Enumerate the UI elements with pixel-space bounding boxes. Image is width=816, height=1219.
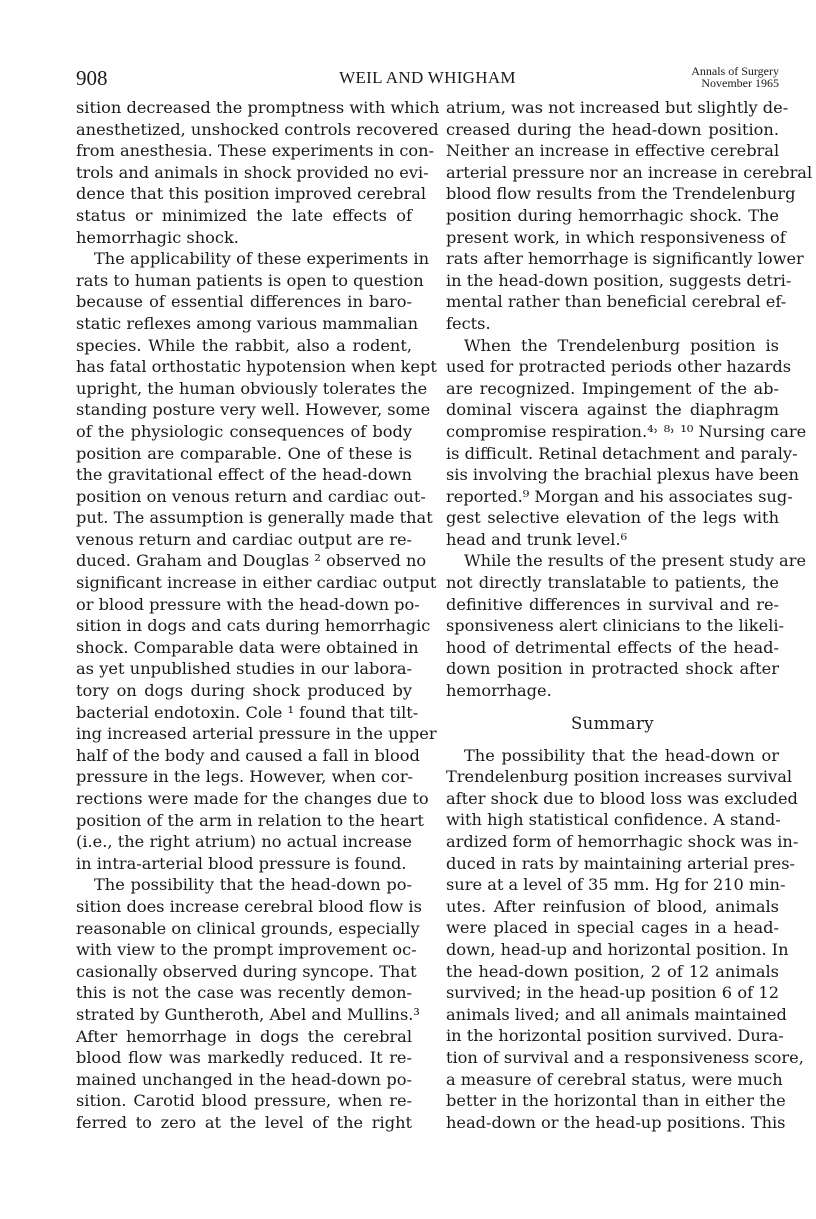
text-line: from anesthesia. These experiments in con- <box>76 141 435 161</box>
text-line: ing increased arterial pressure in the upper <box>76 724 437 744</box>
text-line: definitive differences in survival and re- <box>446 594 779 614</box>
text-line: gest selective elevation of the legs with <box>446 508 779 528</box>
text-line: or blood pressure with the head-down po- <box>76 594 420 614</box>
text-line: hemorrhagic shock. <box>76 227 239 247</box>
text-line: The possibility that the head-down or <box>464 745 779 765</box>
text-line: anesthetized, unshocked controls recovered <box>76 119 439 139</box>
text-line: has fatal orthostatic hypotension when kept <box>76 357 437 377</box>
text-line: position during hemorrhagic shock. The <box>446 205 779 225</box>
paragraph <box>446 97 813 335</box>
text-line: mental rather than beneficial cerebral ef- <box>446 292 787 312</box>
text-line: with view to the prompt improvement oc- <box>76 940 417 960</box>
running-head-authors: WEIL AND WHIGHAM <box>339 68 516 87</box>
text-line: hood of detrimental effects of the head- <box>446 637 779 657</box>
text-line: the gravitational effect of the head-down <box>76 465 412 485</box>
journal-citation <box>691 65 779 89</box>
text-line: standing posture very well. However, some <box>76 400 431 420</box>
text-line: rats after hemorrhage is significantly lower <box>446 249 804 269</box>
text-line: duced in rats by maintaining arterial pres- <box>446 853 795 873</box>
text-line: the head-down position, 2 of 12 animals <box>446 961 779 981</box>
text-line: head-down or the head-up positions. This <box>446 1112 786 1132</box>
text-line: in intra-arterial blood pressure is found. <box>76 853 407 873</box>
text-line: strated by Guntheroth, Abel and Mullins.³ <box>76 1004 420 1024</box>
text-line: tory on dogs during shock produced by <box>76 681 412 701</box>
text-line: down, head-up and horizontal position. In <box>446 939 789 959</box>
text-line: of the physiologic consequences of body <box>76 421 412 441</box>
text-line: Neither an increase in effective cerebral <box>446 141 780 161</box>
text-line: present work, in which responsiveness of <box>446 227 786 247</box>
text-line: static reflexes among various mammalian <box>76 313 419 333</box>
text-line: survived; in the head-up position 6 of 12 <box>446 983 779 1003</box>
text-line: with high statistical confidence. A stand- <box>446 810 781 830</box>
text-line: animals lived; and all animals maintained <box>446 1004 787 1024</box>
text-line: sponsiveness alert clinicians to the likeli- <box>446 616 785 636</box>
text-line: tion of survival and a responsiveness score, <box>446 1047 804 1067</box>
journal-issue: November 1965 <box>701 76 779 90</box>
text-line: atrium, was not increased but slightly de- <box>446 98 789 117</box>
text-line: hemorrhage. <box>446 681 552 701</box>
text-line: ferred to zero at the level of the right <box>76 1112 412 1132</box>
text-line: position on venous return and cardiac out- <box>76 486 426 506</box>
text-line: species. While the rabbit, also a rodent, <box>76 335 412 355</box>
left-column <box>76 97 440 1134</box>
text-line: sure at a level of 35 mm. Hg for 210 min- <box>446 875 786 895</box>
text-line: used for protracted periods other hazards <box>446 357 792 377</box>
text-line: (i.e., the right atrium) no actual increase <box>76 832 412 852</box>
text-line: compromise respiration.⁴˒ ⁸˒ ¹⁰ Nursing care <box>446 421 807 441</box>
text-line: head and trunk level.⁶ <box>446 529 628 549</box>
paragraph <box>76 874 422 1133</box>
text-line: arterial pressure nor an increase in cerebral <box>446 162 813 182</box>
text-line: trols and animals in shock provided no evi- <box>76 162 429 182</box>
text-line: creased during the head-down position. <box>446 119 779 139</box>
paragraph <box>76 248 437 874</box>
text-line: upright, the human obviously tolerates the <box>76 378 428 398</box>
text-line: after shock due to blood loss was excluded <box>446 788 798 808</box>
text-line: sition decreased the promptness with which <box>76 98 440 117</box>
text-line: bacterial endotoxin. Cole ¹ found that tilt- <box>76 702 419 722</box>
text-line: not directly translatable to patients, the <box>446 573 779 593</box>
text-line: shock. Comparable data were obtained in <box>76 637 419 657</box>
text-line: rats to human patients is open to question <box>76 270 424 290</box>
paragraph <box>446 745 804 1134</box>
text-line: venous return and cardiac output are re- <box>76 529 412 549</box>
text-line: position are comparable. One of these is <box>76 443 412 463</box>
text-line: blood flow results from the Trendelenburg <box>446 184 796 204</box>
text-line: utes. After reinfusion of blood, animals <box>446 896 779 916</box>
text-line: rections were made for the changes due to <box>76 789 429 808</box>
text-line: reasonable on clinical grounds, especially <box>76 918 420 938</box>
text-line: While the results of the present study are <box>464 551 807 571</box>
text-line: blood flow was markedly reduced. It re- <box>76 1048 412 1068</box>
journal-name: Annals of Surgery <box>691 64 779 78</box>
text-line: as yet unpublished studies in our labora- <box>76 659 412 679</box>
page-number: 908 <box>76 66 108 90</box>
text-line: because of essential differences in baro- <box>76 292 412 312</box>
paragraph <box>76 97 440 248</box>
text-line: fects. <box>446 313 491 333</box>
text-line: put. The assumption is generally made that <box>76 508 433 528</box>
text-line: better in the horizontal than in either the <box>446 1091 786 1111</box>
text-line: position of the arm in relation to the heart <box>76 810 424 830</box>
paragraph <box>446 335 807 551</box>
text-line: pressure in the legs. However, when cor- <box>76 767 414 787</box>
text-line: in the horizontal position survived. Dura- <box>446 1026 784 1046</box>
text-line: sis involving the brachial plexus have been <box>446 465 799 485</box>
text-line: are recognized. Impingement of the ab- <box>446 378 779 398</box>
text-line: half of the body and caused a fall in blood <box>76 745 420 765</box>
text-line: dence that this position improved cerebral <box>76 184 427 204</box>
text-line: When the Trendelenburg position is <box>464 335 779 355</box>
text-line: duced. Graham and Douglas ² observed no <box>76 551 427 571</box>
page-header <box>76 62 779 102</box>
paragraph <box>446 550 807 701</box>
text-line: After hemorrhage in dogs the cerebral <box>76 1026 412 1046</box>
text-line: in the head-down position, suggests detri- <box>446 270 792 290</box>
text-line: status or minimized the late effects of <box>76 205 412 225</box>
right-column <box>446 97 813 1133</box>
text-line: dominal viscera against the diaphragm <box>446 400 779 420</box>
text-line: this is not the case was recently demon- <box>76 983 412 1003</box>
text-line: down position in protracted shock after <box>446 659 779 679</box>
text-line: were placed in special cages in a head- <box>446 918 779 938</box>
text-line: sition in dogs and cats during hemorrhagic <box>76 616 431 636</box>
text-line: ardized form of hemorrhagic shock was in- <box>446 832 799 851</box>
text-line: Trendelenburg position increases survival <box>446 767 793 787</box>
section-heading-summary: Summary <box>570 713 655 733</box>
text-line: is difficult. Retinal detachment and paraly- <box>446 443 798 463</box>
text-line: The applicability of these experiments in <box>94 249 429 269</box>
text-line: sition. Carotid blood pressure, when re- <box>76 1091 412 1111</box>
text-line: reported.⁹ Morgan and his associates sug- <box>446 486 793 506</box>
text-line: casionally observed during syncope. That <box>76 961 417 981</box>
text-line: mained unchanged in the head-down po- <box>76 1069 412 1089</box>
text-line: a measure of cerebral status, were much <box>446 1069 783 1089</box>
text-line: significant increase in either cardiac output <box>76 573 437 593</box>
text-line: sition does increase cerebral blood flow is <box>76 896 422 916</box>
text-line: The possibility that the head-down po- <box>94 875 412 895</box>
